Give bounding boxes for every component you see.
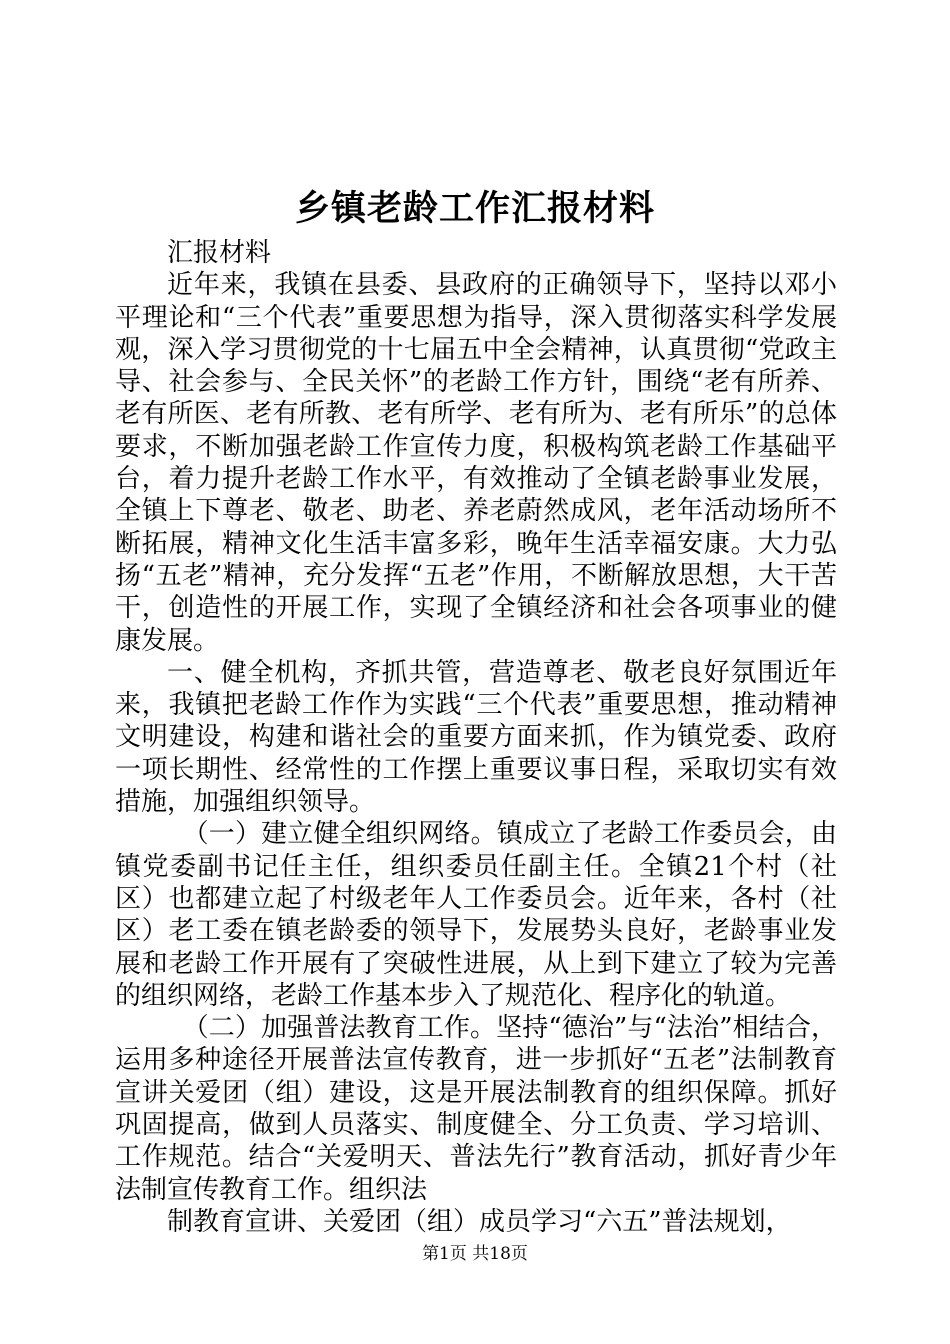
paragraph-continuation: 制教育宣讲、关爱团（组）成员学习“六五”普法规划，	[167, 1206, 792, 1237]
document-title: 乡镇老龄工作汇报材料	[294, 188, 655, 229]
page-number-footer: 第1页 共18页	[422, 1244, 528, 1264]
document-body	[115, 237, 837, 1238]
paragraph-subsection-one: （一）建立健全组织网络。镇成立了老龄工作委员会，由镇党委副书记任主任，组织委员任副主任。全镇21个村（社区）也都建立起了村级老年人工作委员会。近年来，各村（社区）老工委在镇老龄委的领导下，发展势头良好，老龄事业发展和老龄工作开展有了突破性进展，从上到下建立了较为完善的组织网络，老龄工作基本步入了规范化、程序化的轨道。	[115, 819, 837, 1011]
paragraph-section-one: 一、健全机构，齐抓共管，营造尊老、敬老良好氛围近年来，我镇把老龄工作作为实践“三个代表”重要思想，推动精神文明建设，构建和谐社会的重要方面来抓，作为镇党委、政府一项长期性、经常性的工作摆上重要议事日程，采取切实有效措施，加强组织领导。	[115, 657, 837, 818]
paragraph-subsection-two: （二）加强普法教育工作。坚持“德治”与“法治”相结合，运用多种途径开展普法宣传教育，进一步抓好“五老”法制教育宣讲关爱团（组）建设，这是开展法制教育的组织保障。抓好巩固提高，做到人员落实、制度健全、分工负责、学习培训、工作规范。结合“关爱明天、普法先行”教育活动，抓好青少年法制宣传教育工作。组织法	[115, 1013, 837, 1205]
paragraph-heading-label: 汇报材料	[167, 238, 272, 268]
paragraph-intro: 近年来，我镇在县委、县政府的正确领导下，坚持以邓小平理论和“三个代表”重要思想为指导，深入贯彻落实科学发展观，深入学习贯彻党的十七届五中全会精神，认真贯彻“党政主导、社会参与、全民关怀”的老龄工作方针，围绕“老有所养、老有所医、老有所教、老有所学、老有所为、老有所乐”的总体要求，不断加强老龄工作宣传力度，积极构筑老龄工作基础平台，着力提升老龄工作水平，有效推动了全镇老龄事业发展，全镇上下尊老、敬老、助老、养老蔚然成风，老年活动场所不断拓展，精神文化生活丰富多彩，晚年生活幸福安康。大力弘扬“五老”精神，充分发挥“五老”作用，不断解放思想，大干苦干，创造性的开展工作，实现了全镇经济和社会各项事业的健康发展。	[115, 270, 837, 656]
